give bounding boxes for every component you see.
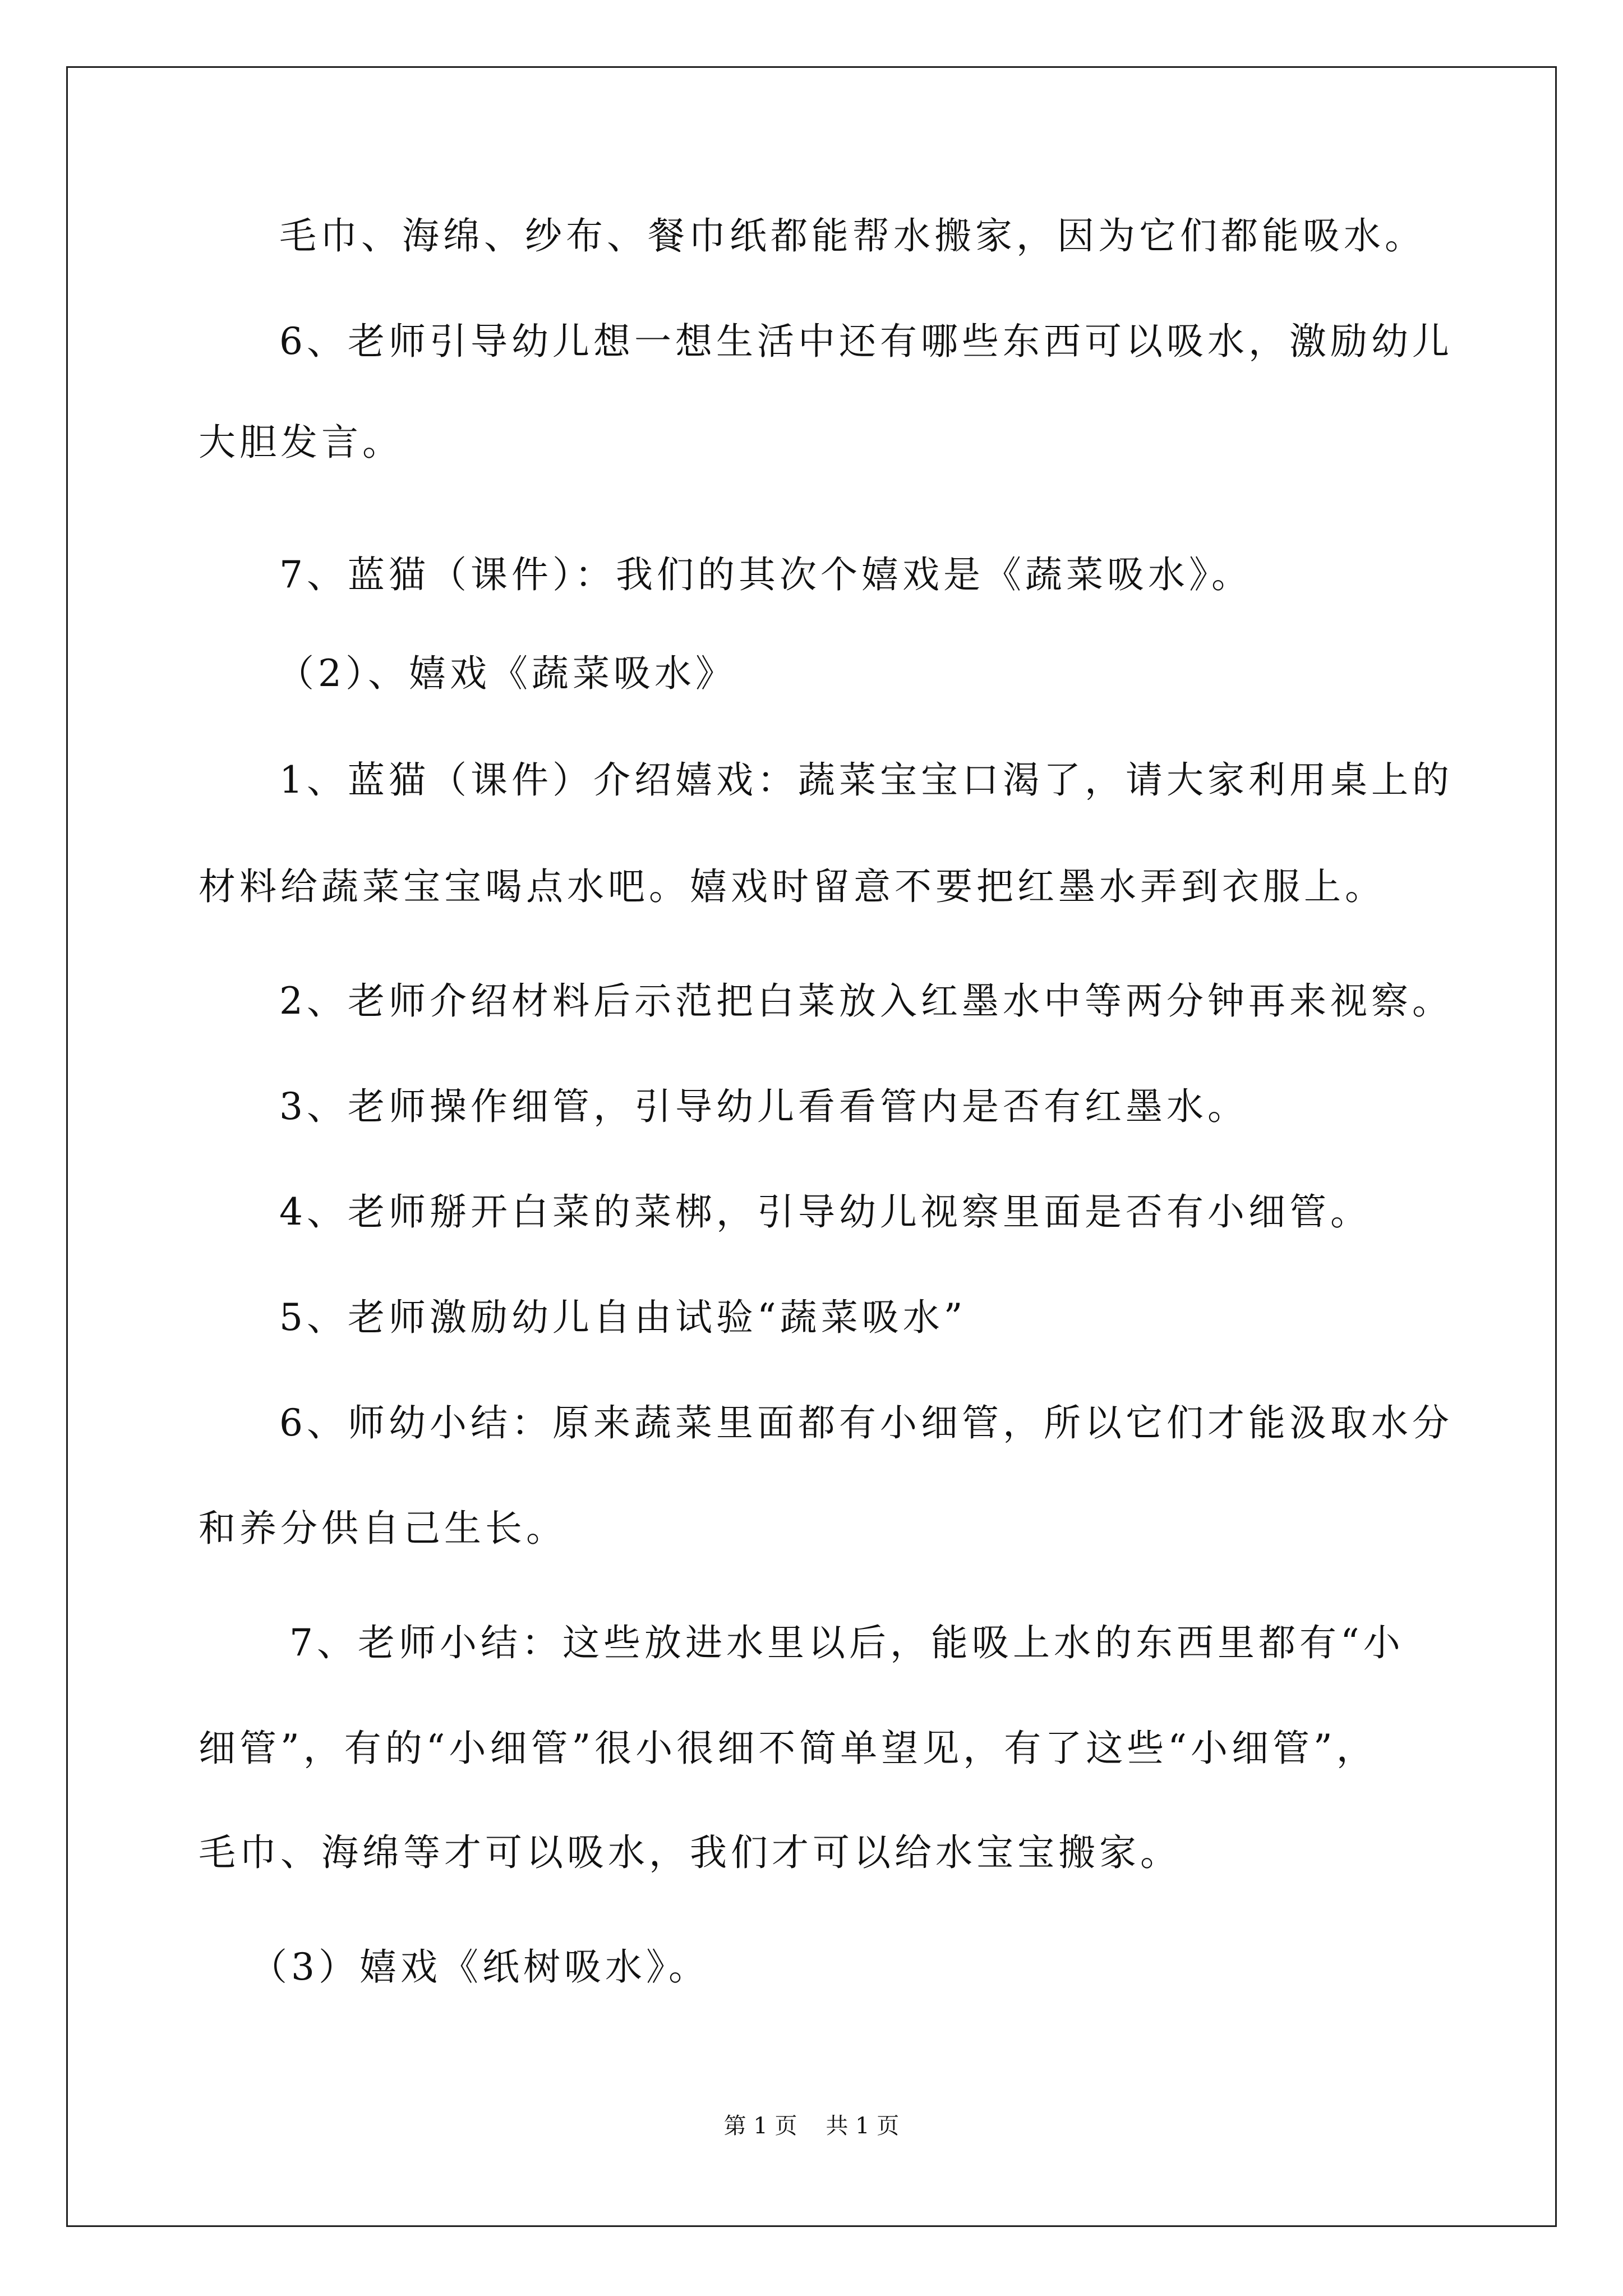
- paragraph-line: 1、蓝猫（课件）介绍嬉戏：蔬菜宝宝口渴了，请大家利用桌上的: [279, 758, 1453, 802]
- page-total-label: 共 1 页: [826, 2113, 900, 2139]
- paragraph-line: 5、老师激励幼儿自由试验“蔬菜吸水”: [279, 1296, 967, 1339]
- paragraph-line: 毛巾、海绵等才可以吸水，我们才可以给水宝宝搬家。: [199, 1831, 1181, 1874]
- paragraph-line: 4、老师掰开白菜的菜梆，引导幼儿视察里面是否有小细管。: [279, 1190, 1371, 1234]
- paragraph-line: （3）嬉戏《纸树吸水》。: [250, 1945, 709, 1989]
- paragraph-line: 3、老师操作细管，引导幼儿看看管内是否有红墨水。: [279, 1085, 1248, 1128]
- paragraph-line: 2、老师介绍材料后示范把白菜放入红墨水中等两分钟再来视察。: [279, 979, 1453, 1023]
- paragraph-line: 7、老师小结：这些放进水里以后，能吸上水的东西里都有“小: [289, 1621, 1404, 1664]
- paragraph-line: （2）、嬉戏《蔬菜吸水》: [277, 652, 736, 695]
- paragraph-line: 毛巾、海绵、纱布、餐巾纸都能帮水搬家，因为它们都能吸水。: [279, 214, 1426, 257]
- paragraph-line: 材料给蔬菜宝宝喝点水吧。嬉戏时留意不要把红墨水弄到衣服上。: [199, 865, 1386, 908]
- paragraph-line: 和养分供自己生长。: [199, 1507, 567, 1550]
- paragraph-line: 大胆发言。: [199, 421, 403, 464]
- paragraph-line: 细管”，有的“小细管”很小很细不简单望见，有了这些“小细管”，: [199, 1727, 1377, 1770]
- paragraph-line: 7、蓝猫（课件）：我们的其次个嬉戏是《蔬菜吸水》。: [279, 553, 1252, 596]
- page-footer: [0, 2109, 1623, 2143]
- page-number-label: 第 1 页: [723, 2113, 797, 2139]
- paragraph-line: 6、老师引导幼儿想一想生活中还有哪些东西可以吸水，激励幼儿: [279, 320, 1453, 363]
- paragraph-line: 6、师幼小结：原来蔬菜里面都有小细管，所以它们才能汲取水分: [279, 1401, 1453, 1444]
- page-border: [66, 66, 1557, 2227]
